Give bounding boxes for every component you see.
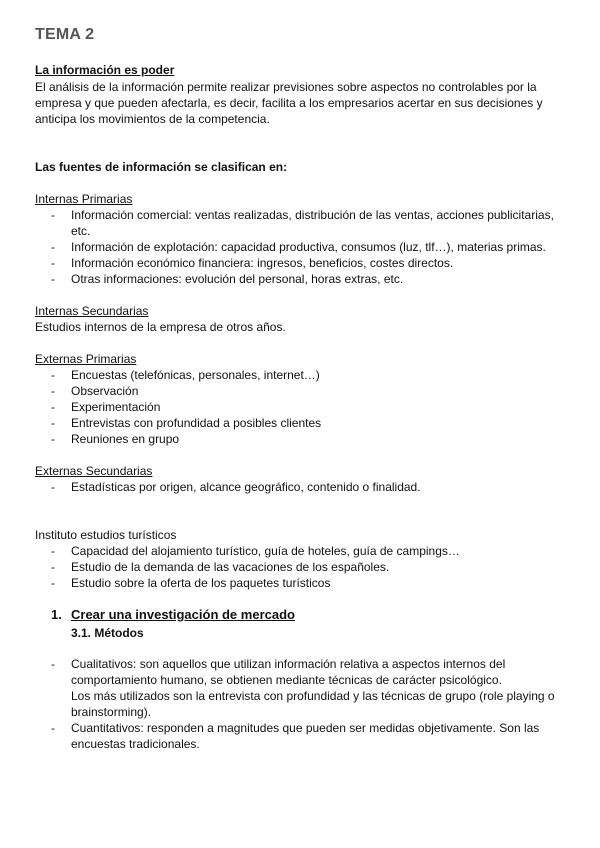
- list-item: [35, 720, 570, 752]
- list-item: [35, 399, 570, 415]
- dash-bullet: -: [51, 368, 55, 382]
- sources-heading: Las fuentes de información se clasifican en:: [35, 160, 288, 174]
- list-item-text: Entrevistas con profundidad a posibles clientes: [71, 416, 322, 430]
- list-item-text: Información comercial: ventas realizadas, distribución de las ventas, acciones publicitarias,: [71, 208, 554, 222]
- dash-bullet: -: [51, 384, 55, 398]
- list-externas-secundarias: [35, 479, 570, 495]
- list-item-text: Cuantitativos: responden a magnitudes que pueden ser medidas objetivamente. Son las: [71, 721, 540, 735]
- list-item-text: Reuniones en grupo: [71, 432, 180, 446]
- list-metodos: [35, 656, 570, 752]
- list-item-text: Estudio de la demanda de las vacaciones de los españoles.: [71, 560, 390, 574]
- list-item-text: Otras informaciones: evolución del personal, horas extras, etc.: [71, 272, 404, 286]
- list-item-text: Experimentación: [71, 400, 161, 414]
- list-item: [35, 271, 570, 287]
- dash-bullet: -: [51, 721, 55, 735]
- dash-bullet: -: [51, 432, 55, 446]
- dash-bullet: -: [51, 544, 55, 558]
- list-item: [35, 383, 570, 399]
- paragraph-line: empresa y que pueden afectarla, es decir, facilita a los empresarios acertar en sus decisiones y: [35, 96, 543, 110]
- list-internas-primarias: [35, 207, 570, 287]
- list-item: [35, 479, 570, 495]
- page-title: TEMA 2: [35, 26, 95, 43]
- list-item: [35, 239, 570, 255]
- dash-bullet: -: [51, 576, 55, 590]
- list-item: [35, 255, 570, 271]
- list-item-text: Estudio sobre la oferta de los paquetes turísticos: [71, 576, 331, 590]
- list-item: [35, 656, 570, 720]
- list-item-text: Observación: [71, 384, 139, 398]
- paragraph-line: El análisis de la información permite realizar previsiones sobre aspectos no controlables por la: [35, 80, 537, 94]
- list-item-text: comportamiento humano, se obtienen mediante técnicas de carácter psicológico.: [71, 673, 502, 687]
- dash-bullet: -: [51, 400, 55, 414]
- list-item: [35, 415, 570, 431]
- dash-bullet: -: [51, 256, 55, 270]
- list-item-text: Estadísticas por origen, alcance geográfico, contenido o finalidad.: [71, 480, 421, 494]
- list-item: [35, 431, 570, 447]
- dash-bullet: -: [51, 272, 55, 286]
- list-item-text: Los más utilizados son la entrevista con profundidad y las técnicas de grupo (role playing o: [71, 689, 555, 703]
- dash-bullet: -: [51, 208, 55, 222]
- section-heading-investigacion: [35, 607, 575, 624]
- label-instituto: Instituto estudios turísticos: [35, 528, 177, 542]
- paragraph-informacion: [35, 79, 570, 127]
- dash-bullet: -: [51, 560, 55, 574]
- paragraph-line: anticipa los movimientos de la competencia.: [35, 112, 270, 126]
- dash-bullet: -: [51, 240, 55, 254]
- list-item: [35, 559, 570, 575]
- list-item: [35, 367, 570, 383]
- list-item-text: etc.: [71, 224, 91, 238]
- list-item-text: encuestas tradicionales.: [71, 737, 200, 751]
- dash-bullet: -: [51, 657, 55, 671]
- heading-number: 1.: [51, 607, 62, 622]
- list-item-text: Información económico financiera: ingresos, beneficios, costes directos.: [71, 256, 454, 270]
- section-heading-informacion: La información es poder: [35, 63, 175, 77]
- list-item: [35, 207, 570, 239]
- label-internas-secundarias: Internas Secundarias: [35, 304, 149, 318]
- dash-bullet: -: [51, 480, 55, 494]
- dash-bullet: -: [51, 416, 55, 430]
- label-internas-primarias: Internas Primarias: [35, 192, 133, 206]
- text-internas-secundarias: Estudios internos de la empresa de otros años.: [35, 320, 286, 334]
- list-item-text: Capacidad del alojamiento turístico, guía de hoteles, guía de campings…: [71, 544, 460, 558]
- label-externas-primarias: Externas Primarias: [35, 352, 137, 366]
- list-item: [35, 575, 570, 591]
- list-item-text: Encuestas (telefónicas, personales, internet…): [71, 368, 320, 382]
- list-instituto: [35, 543, 570, 591]
- heading-text: Crear una investigación de mercado: [71, 607, 295, 622]
- list-item: [35, 543, 570, 559]
- list-externas-primarias: [35, 367, 570, 447]
- list-item-text: brainstorming).: [71, 705, 152, 719]
- label-externas-secundarias: Externas Secundarias: [35, 464, 153, 478]
- list-item-text: Cualitativos: son aquellos que utilizan información relativa a aspectos internos del: [71, 657, 506, 671]
- list-item-text: Información de explotación: capacidad productiva, consumos (luz, tlf…), materias primas.: [71, 240, 546, 254]
- subheading-metodos: 3.1. Métodos: [71, 626, 144, 640]
